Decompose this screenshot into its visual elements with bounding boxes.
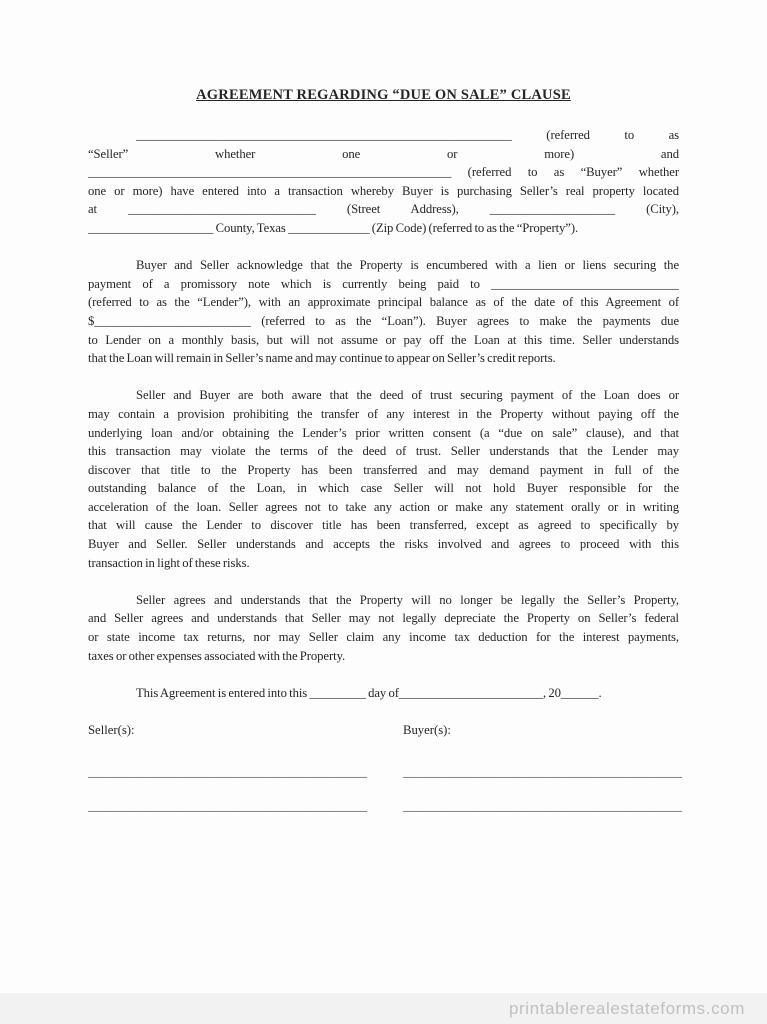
watermark-site-name: printablerealestateforms.com: [508, 998, 745, 1018]
text-line: transaction in light of these risks.: [88, 555, 250, 570]
document-sheet: [88, 86, 683, 816]
text-line: that the Loan will remain in Seller’s name and may continue to appear on Seller’s credit reports.: [88, 351, 556, 366]
seller-signature-line-1: ____________________________________________: [88, 764, 368, 779]
text-line: “Seller” whether one or more) and: [88, 146, 679, 161]
text-line: underlying loan and/or obtaining the Lender’s prior written consent (a “due on sale” clause), and that: [88, 425, 679, 440]
text-line: acceleration of the loan. Seller agrees not to take any action or make any statement orally or in writing: [88, 499, 679, 514]
paragraph-tax-consequences: [88, 591, 679, 665]
text-line: to Lender on a monthly basis, but will not assume or pay off the Loan at this time. Seller understands: [88, 332, 679, 347]
text-line: or state income tax returns, nor may Seller claim any income tax deduction for the interest payments,: [88, 630, 679, 645]
text-line: one or more) have entered into a transaction whereby Buyer is purchasing Seller’s real property located: [88, 183, 679, 198]
execution-date-line: [88, 684, 679, 703]
text-line: taxes or other expenses associated with the Property.: [88, 648, 346, 663]
signature-section: [88, 721, 683, 816]
text-line: Seller agrees and understands that the Property will no longer be legally the Seller’s Property,: [136, 592, 679, 607]
text-line: (referred to as the “Lender”), with an approximate principal balance as of the date of this Agreement of: [88, 295, 679, 310]
text-line: and Seller agrees and understands that Seller may not legally depreciate the Property on Seller’s federal: [88, 611, 679, 626]
document-title: AGREEMENT REGARDING “DUE ON SALE” CLAUSE: [196, 87, 571, 103]
text-line: $_________________________ (referred to as the “Loan”). Buyer agrees to make the payments due: [88, 313, 679, 328]
paragraph-lien-and-loan: [88, 256, 679, 368]
paragraph-parties-and-property: [88, 126, 679, 238]
text-line: that will cause the Lender to discover title has been transferred, except as agreed to specifically by: [88, 518, 679, 533]
text-line: Buyer and Seller acknowledge that the Property is encumbered with a lien or liens securing the: [136, 258, 679, 273]
text-line: outstanding balance of the Loan, in which case Seller will not hold Buyer responsible for the: [88, 481, 679, 496]
text-line: may contain a provision prohibiting the transfer of any interest in the Property without paying off the: [88, 406, 679, 421]
seller-signature-column: [88, 721, 403, 816]
text-line: __________________________________________________________ (referred to as “Buyer” whether: [88, 165, 679, 180]
text-line: at ______________________________ (Street Address), ____________________ (City),: [88, 202, 679, 217]
text-line: Buyer and Seller. Seller understands and accepts the risks involved and agrees to proceed with this: [88, 537, 679, 552]
text-line: payment of a promissory note which is currently being paid to ______________________________: [88, 276, 679, 291]
buyer-signature-line-1: ____________________________________________: [403, 764, 683, 779]
text-line: ____________________________________________________________ (referred to as: [136, 128, 679, 142]
text-line: discover that title to the Property has been transferred and may demand payment in full of the: [88, 462, 679, 477]
buyer-signature-line-2: ____________________________________________: [403, 799, 683, 814]
sellers-label: Seller(s):: [88, 723, 135, 737]
text-line: Seller and Buyer are both aware that the deed of trust securing payment of the Loan does or: [136, 388, 679, 403]
buyer-signature-column: [403, 721, 682, 816]
paragraph-due-on-sale-risks: [88, 386, 679, 572]
seller-signature-line-2: ____________________________________________: [88, 799, 368, 814]
text-line: ____________________ County, Texas _____________ (Zip Code) (referred to as the “Property”).: [88, 220, 579, 235]
watermark-bar: [0, 993, 767, 1024]
buyers-label: Buyer(s):: [403, 723, 451, 737]
text-line: This Agreement is entered into this _________ day of_______________________, 20______.: [136, 685, 602, 700]
text-line: this transaction may violate the terms of the deed of trust. Seller understands that the Lender may: [88, 444, 679, 459]
